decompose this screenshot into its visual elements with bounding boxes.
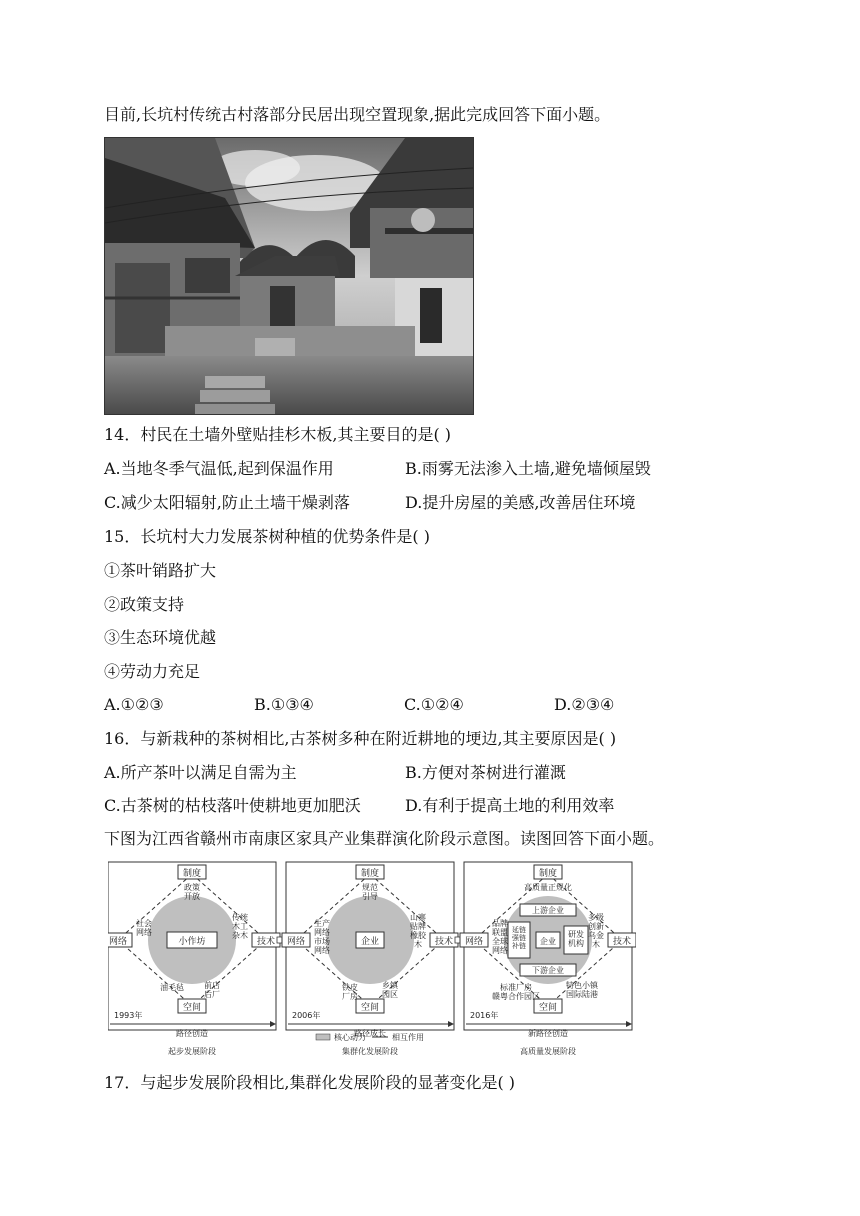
legend-core-label: 核心动力 <box>334 1033 366 1042</box>
downstream-box: 下游企业 <box>532 966 564 975</box>
year-label: 2006年 <box>292 1011 321 1020</box>
year-label: 2016年 <box>470 1011 499 1020</box>
q16-option-d: D.有利于提高土地的利用效率 <box>405 796 615 815</box>
top-label: 政策开放 <box>184 883 200 901</box>
q14-option-d: D.提升房屋的美感,改善居住环境 <box>405 493 636 512</box>
q15-stem: 15．长坑村大力发展茶树种植的优势条件是( ) <box>104 527 430 546</box>
bottom-left-label: 标准厂房赣粤合作园区 <box>492 983 540 1001</box>
diagram-panel-3 <box>460 862 636 1055</box>
q15-item-3: ③生态环境优越 <box>104 628 217 647</box>
right-label: 传统木工杂木 <box>232 913 248 940</box>
intro-text-1: 目前,长坑村传统古村落部分民居出现空置现象,据此完成回答下面小题。 <box>104 105 611 124</box>
legend-mutual-label: 相互作用 <box>392 1033 424 1042</box>
right-label: 山寨贴牌橡胶木 <box>410 913 426 949</box>
upstream-box: 上游企业 <box>532 906 564 915</box>
top-box: 制度 <box>360 869 380 879</box>
path-label: 新路径创造 <box>528 1029 568 1038</box>
bottom-right-label: 特色小镇国际陆港 <box>566 981 598 999</box>
q16-option-c: C.古茶树的枯枝落叶使耕地更加肥沃 <box>104 796 361 815</box>
left-box: 网络 <box>108 937 128 947</box>
center-box: 企业 <box>540 937 556 946</box>
q15-item-4: ④劳动力充足 <box>104 662 201 681</box>
right-box: 技术 <box>256 937 276 947</box>
center-box: 小作坊 <box>178 937 206 947</box>
chain-box: 延链强链补链 <box>512 926 526 950</box>
year-label: 1993年 <box>114 1011 143 1020</box>
right-label: 多级创新乌金木 <box>588 913 604 949</box>
q14-option-b: B.雨雾无法渗入土墙,避免墙倾屋毁 <box>405 459 651 478</box>
left-label: 生产网络市场网络 <box>314 919 330 955</box>
left-box: 网络 <box>286 937 306 947</box>
q16-stem: 16．与新栽种的茶树相比,古茶树多种在附近耕地的埂边,其主要原因是( ) <box>104 729 617 748</box>
q15-option-a: A.①②③ <box>104 695 164 714</box>
center-box: 企业 <box>360 937 380 947</box>
stage-caption: 集群化发展阶段 <box>342 1047 398 1055</box>
q16-option-a: A.所产茶叶以满足自需为主 <box>104 763 297 782</box>
bottom-box: 空间 <box>538 1003 558 1013</box>
bottom-box: 空间 <box>182 1003 202 1013</box>
bottom-right-label: 前店后厂 <box>204 981 220 999</box>
top-label: 规范引导 <box>362 883 378 901</box>
right-box: 技术 <box>612 937 632 947</box>
path-label: 路径成长 <box>354 1029 386 1038</box>
q15-option-d: D.②③④ <box>554 695 615 714</box>
bottom-left-label: 油毛毡 <box>160 983 184 992</box>
village-photo <box>104 137 474 415</box>
top-label: 高质量正规化 <box>524 883 572 892</box>
left-label: 品牌联盟全球网络 <box>492 919 508 955</box>
bottom-right-label: 乡镇园区 <box>382 981 398 999</box>
q15-item-2: ②政策支持 <box>104 595 185 614</box>
q14-stem: 14．村民在土墙外壁贴挂杉木板,其主要目的是( ) <box>104 425 452 444</box>
q14-option-a: A.当地冬季气温低,起到保温作用 <box>104 459 334 478</box>
rnd-box: 研发机构 <box>568 930 584 948</box>
bottom-left-label: 铁皮厂房 <box>342 983 358 1001</box>
q17-stem: 17．与起步发展阶段相比,集群化发展阶段的显著变化是( ) <box>104 1073 516 1092</box>
left-label: 社会网络 <box>136 919 152 937</box>
q15-option-c: C.①②④ <box>404 695 464 714</box>
q14-option-c: C.减少太阳辐射,防止土墙干燥剥落 <box>104 493 350 512</box>
diagram-panel-1 <box>108 862 280 1055</box>
left-box: 网络 <box>464 937 484 947</box>
right-box: 技术 <box>434 937 454 947</box>
industry-cluster-diagram <box>108 860 636 1055</box>
q15-option-b: B.①③④ <box>254 695 314 714</box>
path-label: 路径创造 <box>176 1029 208 1038</box>
q15-item-1: ①茶叶销路扩大 <box>104 561 217 580</box>
top-box: 制度 <box>538 869 558 879</box>
stage-caption: 高质量发展阶段 <box>520 1047 576 1055</box>
stage-caption: 起步发展阶段 <box>168 1047 216 1055</box>
bottom-box: 空间 <box>360 1003 380 1013</box>
q16-option-b: B.方便对茶树进行灌溉 <box>405 763 566 782</box>
top-box: 制度 <box>182 869 202 879</box>
intro-text-2: 下图为江西省赣州市南康区家具产业集群演化阶段示意图。读图回答下面小题。 <box>104 829 665 848</box>
diagram-panel-2 <box>282 862 458 1055</box>
